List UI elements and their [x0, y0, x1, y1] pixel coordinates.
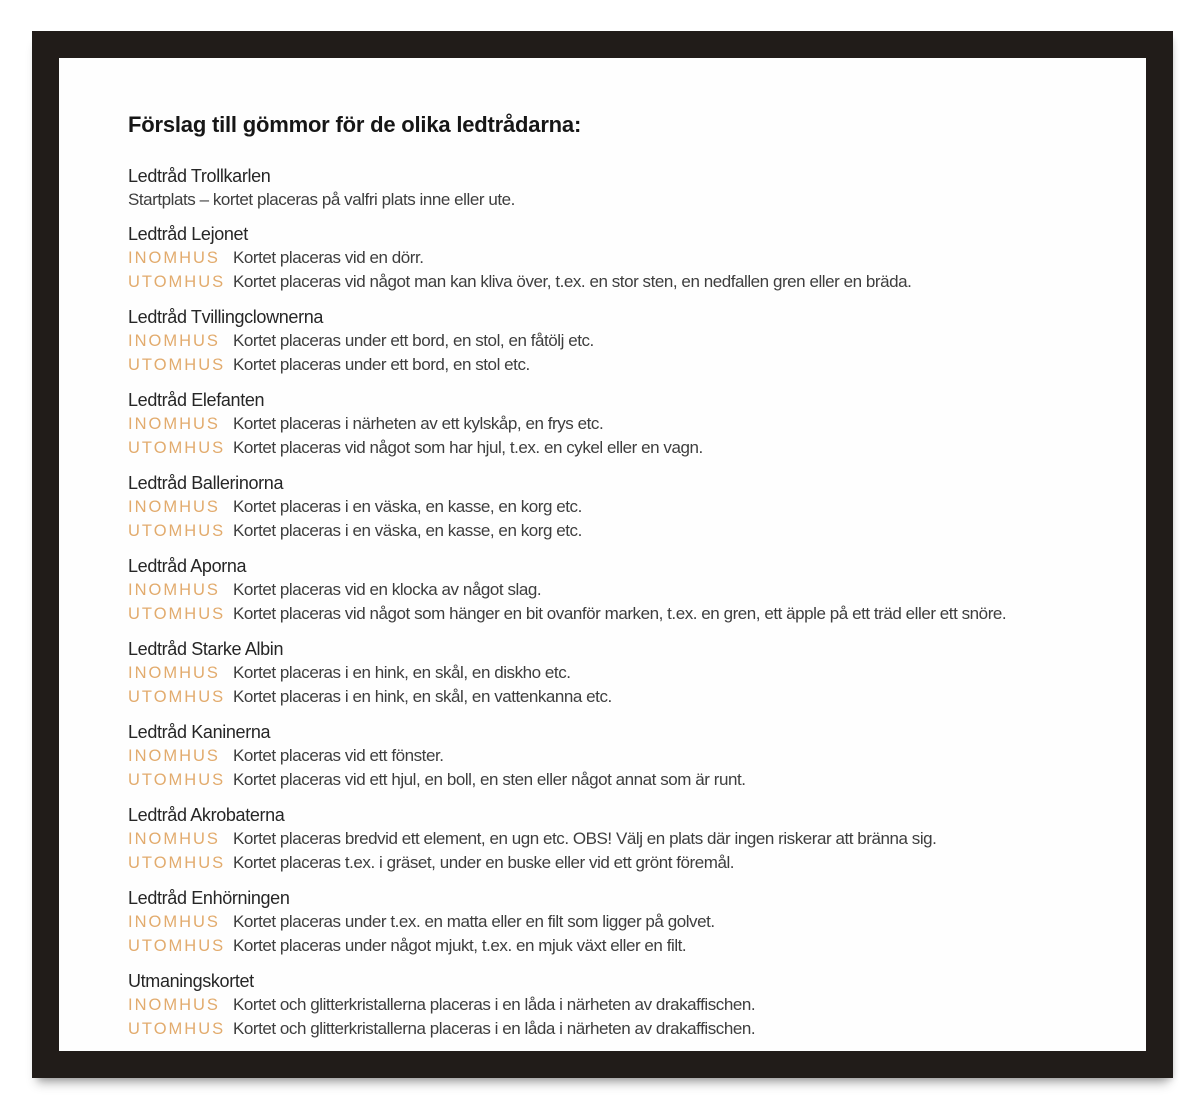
row-text: Kortet placeras bredvid ett element, en ugn etc. OBS! Välj en plats där ingen riskerar att bränna sig. [233, 829, 937, 848]
clue-section [128, 223, 1108, 294]
clue-section [128, 389, 1108, 460]
location-label: INOMHUS [128, 581, 220, 599]
section-rows [128, 661, 1108, 709]
row-text: Kortet placeras vid något som har hjul, t.ex. en cykel eller en vagn. [233, 438, 703, 457]
section-rows [128, 744, 1108, 792]
row-text: Kortet och glitterkristallerna placeras i en låda i närheten av drakaffischen. [233, 1019, 756, 1038]
section-rows [128, 910, 1108, 958]
row-text: Kortet och glitterkristallerna placeras i en låda i närheten av drakaffischen. [233, 995, 756, 1014]
placement-row [128, 353, 1108, 377]
location-label: INOMHUS [128, 913, 220, 931]
placement-row [128, 412, 1108, 436]
section-heading: Ledtråd Starke Albin [128, 639, 284, 659]
section-heading: Utmaningskortet [128, 971, 254, 991]
placement-row [128, 910, 1108, 934]
row-text: Kortet placeras under något mjukt, t.ex. en mjuk växt eller en filt. [233, 936, 687, 955]
location-label: UTOMHUS [128, 439, 226, 457]
row-text: Kortet placeras i en väska, en kasse, en korg etc. [233, 521, 582, 540]
placement-row [128, 188, 1108, 211]
placement-row [128, 744, 1108, 768]
section-heading: Ledtråd Kaninerna [128, 722, 271, 742]
row-text: Startplats – kortet placeras på valfri plats inne eller ute. [128, 190, 515, 209]
location-label: INOMHUS [128, 664, 220, 682]
row-text: Kortet placeras vid något som hänger en bit ovanför marken, t.ex. en gren, ett äpple på ett träd eller ett snöre. [233, 604, 1007, 623]
section-rows [128, 412, 1108, 460]
page-frame [32, 31, 1173, 1078]
location-label: UTOMHUS [128, 522, 226, 540]
row-text: Kortet placeras vid en klocka av något slag. [233, 580, 542, 599]
placement-row [128, 329, 1108, 353]
clue-section [128, 804, 1108, 875]
placement-row [128, 934, 1108, 958]
section-rows [128, 329, 1108, 377]
section-heading: Ledtråd Enhörningen [128, 888, 290, 908]
row-text: Kortet placeras i en väska, en kasse, en korg etc. [233, 497, 582, 516]
page-title: Förslag till gömmor för de olika ledtrådarna: [128, 112, 582, 137]
section-rows [128, 495, 1108, 543]
placement-row [128, 851, 1108, 875]
row-text: Kortet placeras under ett bord, en stol etc. [233, 355, 530, 374]
location-label: INOMHUS [128, 249, 220, 267]
section-heading: Ledtråd Ballerinorna [128, 473, 284, 493]
location-label: UTOMHUS [128, 1020, 226, 1038]
section-rows [128, 246, 1108, 294]
clue-section [128, 638, 1108, 709]
location-label: UTOMHUS [128, 854, 226, 872]
section-rows [128, 993, 1108, 1041]
row-text: Kortet placeras vid ett fönster. [233, 746, 444, 765]
clue-section [128, 165, 1108, 211]
placement-row [128, 270, 1108, 294]
placement-row [128, 436, 1108, 460]
placement-row [128, 495, 1108, 519]
row-text: Kortet placeras vid en dörr. [233, 248, 424, 267]
location-label: INOMHUS [128, 332, 220, 350]
placement-row [128, 519, 1108, 543]
section-rows [128, 578, 1108, 626]
section-heading: Ledtråd Aporna [128, 556, 247, 576]
row-text: Kortet placeras vid något man kan kliva över, t.ex. en stor sten, en nedfallen gren eller en bräda. [233, 272, 912, 291]
location-label: UTOMHUS [128, 937, 226, 955]
row-text: Kortet placeras vid ett hjul, en boll, en sten eller något annat som är runt. [233, 770, 746, 789]
placement-row [128, 602, 1108, 626]
location-label: UTOMHUS [128, 273, 226, 291]
location-label: INOMHUS [128, 498, 220, 516]
placement-row [128, 1017, 1108, 1041]
placement-row [128, 685, 1108, 709]
location-label: UTOMHUS [128, 605, 226, 623]
location-label: UTOMHUS [128, 688, 226, 706]
section-heading: Ledtråd Elefanten [128, 390, 265, 410]
clue-section [128, 555, 1108, 626]
section-heading: Ledtråd Lejonet [128, 224, 248, 244]
location-label: INOMHUS [128, 996, 220, 1014]
clue-section [128, 306, 1108, 377]
placement-row [128, 768, 1108, 792]
location-label: INOMHUS [128, 747, 220, 765]
location-label: INOMHUS [128, 415, 220, 433]
row-text: Kortet placeras i en hink, en skål, en vattenkanna etc. [233, 687, 612, 706]
section-rows [128, 188, 1108, 211]
clue-section [128, 721, 1108, 792]
location-label: UTOMHUS [128, 356, 226, 374]
placement-row [128, 246, 1108, 270]
section-heading: Ledtråd Tvillingclownerna [128, 307, 324, 327]
row-text: Kortet placeras i en hink, en skål, en diskho etc. [233, 663, 571, 682]
sections [128, 165, 1108, 1041]
clue-section [128, 887, 1108, 958]
placement-row [128, 827, 1108, 851]
row-text: Kortet placeras i närheten av ett kylskåp, en frys etc. [233, 414, 604, 433]
page [59, 58, 1146, 1051]
clue-section [128, 472, 1108, 543]
row-text: Kortet placeras t.ex. i gräset, under en buske eller vid ett grönt föremål. [233, 853, 735, 872]
placement-row [128, 578, 1108, 602]
clue-section [128, 970, 1108, 1041]
row-text: Kortet placeras under t.ex. en matta eller en filt som ligger på golvet. [233, 912, 715, 931]
placement-row [128, 993, 1108, 1017]
location-label: UTOMHUS [128, 771, 226, 789]
section-rows [128, 827, 1108, 875]
section-heading: Ledtråd Akrobaterna [128, 805, 285, 825]
row-text: Kortet placeras under ett bord, en stol, en fåtölj etc. [233, 331, 594, 350]
section-heading: Ledtråd Trollkarlen [128, 166, 271, 186]
placement-row [128, 661, 1108, 685]
location-label: INOMHUS [128, 830, 220, 848]
